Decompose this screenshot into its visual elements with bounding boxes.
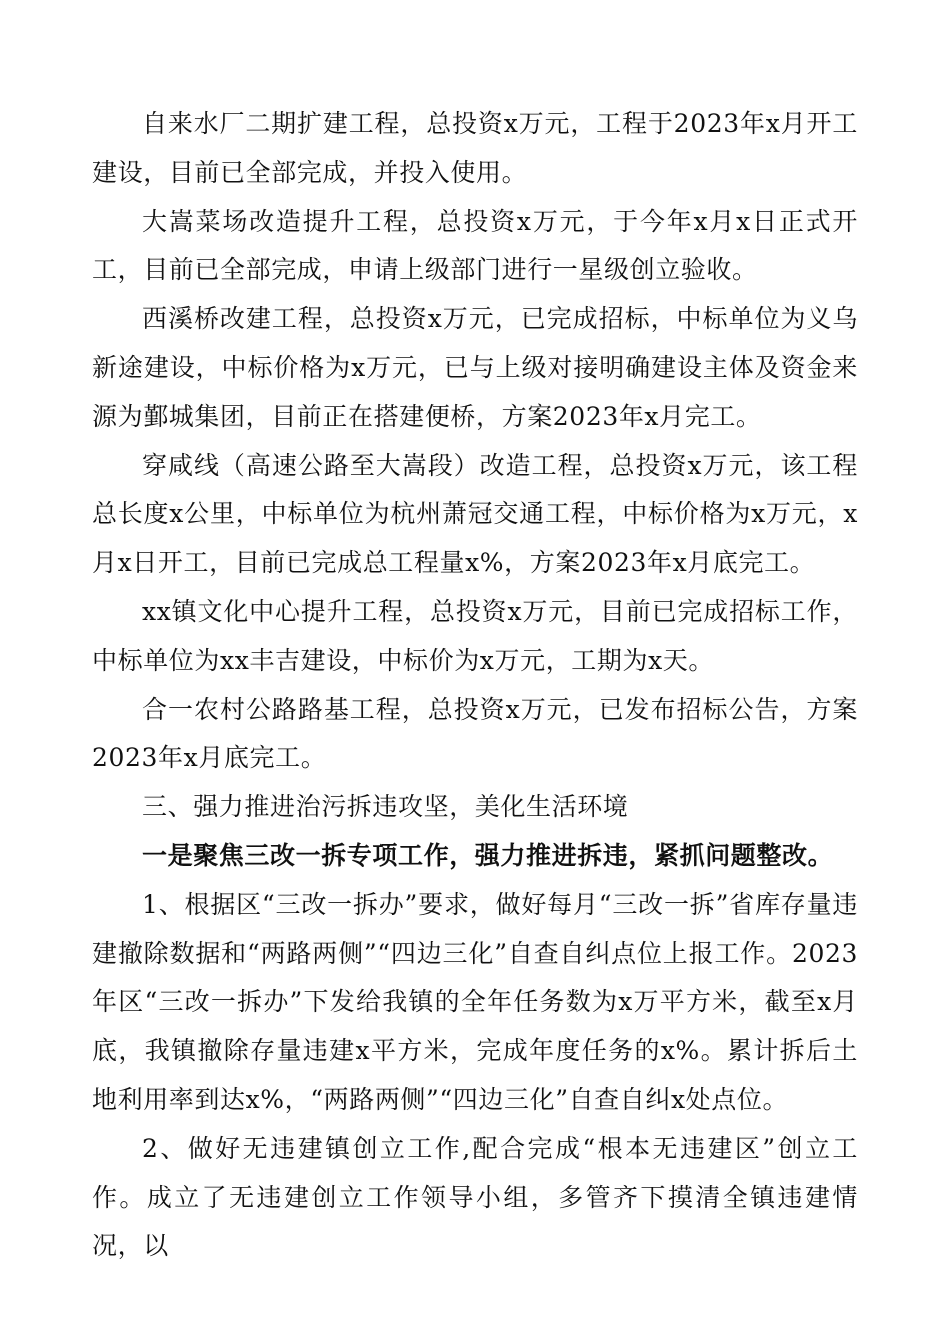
item-1: 1、根据区“三改一拆办”要求，做好每月“三改一拆”省库存量违建撤除数据和“两路两侧”“四边三化”自查自纠点位上报工作。2023年区“三改一拆办”下发给我镇的全年任务数为x万平方米，截至x月底，我镇撤除存量违建x平方米，完成年度任务的x%。累计拆后土地利用率到达x%，“两路两侧”“四边三化”自查自纠x处点位。	[92, 889, 858, 1114]
paragraph-market: 大嵩菜场改造提升工程，总投资x万元，于今年x月x日正式开工，目前已全部完成，申请上级部门进行一星级创立验收。	[92, 206, 858, 285]
paragraph-bridge: 西溪桥改建工程，总投资x万元，已完成招标，中标单位为义乌新途建设，中标价格为x万元，已与上级对接明确建设主体及资金来源为鄞城集团，目前正在搭建便桥，方案2023年x月完工。	[92, 304, 858, 431]
paragraph-rural-road: 合一农村公路路基工程，总投资x万元，已发布招标公告，方案2023年x月底完工。	[92, 694, 858, 773]
section-heading: 三、强力推进治污拆违攻坚，美化生活环境	[142, 792, 629, 822]
document-body	[92, 100, 858, 1271]
item-2: 2、做好无违建镇创立工作,配合完成“根本无违建区”创立工作。成立了无违建创立工作领导小组，多管齐下摸清全镇违建情况，以	[92, 1133, 858, 1261]
paragraph-waterworks: 自来水厂二期扩建工程，总投资x万元，工程于2023年x月开工建设，目前已全部完成，并投入使用。	[92, 109, 858, 187]
paragraph-culture-center: xx镇文化中心提升工程，总投资x万元，目前已完成招标工作，中标单位为xx丰吉建设，中标价为x万元，工期为x天。	[92, 596, 858, 675]
sub-heading: 一是聚焦三改一拆专项工作，强力推进拆违，紧抓问题整改。	[142, 840, 834, 870]
paragraph-road: 穿咸线（高速公路至大嵩段）改造工程，总投资x万元，该工程总长度x公里，中标单位为杭州萧冠交通工程，中标价格为x万元，x月x日开工，目前已完成总工程量x%，方案2023年x月底完工。	[92, 450, 858, 578]
